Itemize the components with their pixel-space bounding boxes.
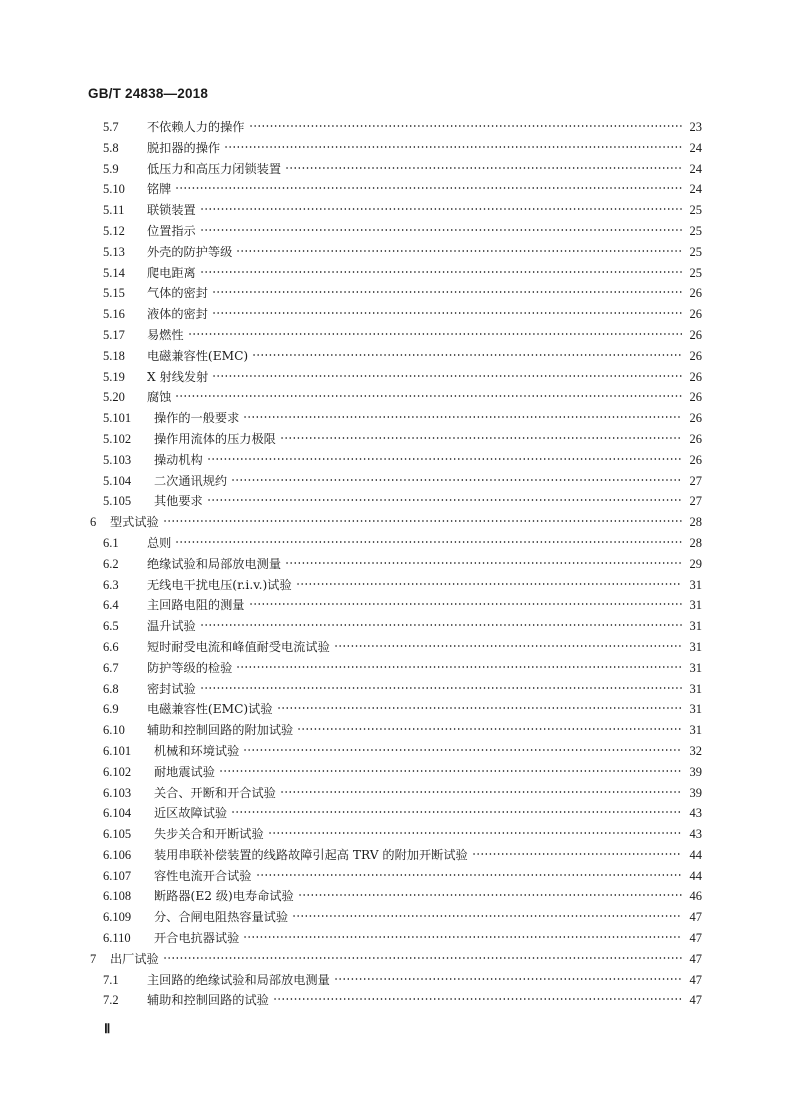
- toc-entry-number: 6.105: [103, 827, 132, 842]
- toc-entry-page: 31: [689, 639, 702, 654]
- toc-dot-leader: [280, 432, 682, 444]
- toc-entry-title: 密封试验: [147, 681, 196, 696]
- toc-entry-title: 耐地震试验: [154, 764, 215, 779]
- toc-entry-title: 无线电干扰电压(r.i.v.)试验: [147, 577, 292, 592]
- toc-entry[interactable]: [88, 742, 702, 763]
- toc-entry-number: 5.18: [103, 348, 125, 363]
- toc-entry-number: 5.104: [103, 473, 132, 488]
- toc-dot-leader: [334, 640, 682, 652]
- toc-entry-page: 31: [689, 681, 702, 696]
- toc-entry-number: 6.106: [103, 847, 132, 862]
- toc-entry[interactable]: [88, 368, 702, 389]
- toc-entry-title: X 射线发射: [147, 369, 209, 384]
- toc-entry-page: 25: [689, 265, 702, 280]
- toc-entry[interactable]: [88, 139, 702, 160]
- toc-entry[interactable]: [88, 118, 702, 139]
- toc-entry-page: 25: [689, 203, 702, 218]
- toc-entry-title: 主回路的绝缘试验和局部放电测量: [147, 972, 330, 987]
- toc-dot-leader: [207, 494, 682, 506]
- toc-dot-leader: [200, 619, 682, 631]
- toc-dot-leader: [212, 370, 682, 382]
- toc-entry-title: 短时耐受电流和峰值耐受电流试验: [147, 639, 330, 654]
- toc-entry-number: 5.11: [103, 203, 125, 218]
- toc-entry-title: 操动机构: [154, 452, 203, 467]
- toc-dot-leader: [231, 806, 682, 818]
- toc-dot-leader: [256, 869, 683, 881]
- toc-entry[interactable]: [88, 617, 702, 638]
- toc-entry-title: 爬电距离: [147, 265, 196, 280]
- toc-entry-number: 6.101: [103, 743, 132, 758]
- toc-entry[interactable]: [88, 950, 702, 971]
- toc-entry-page: 44: [689, 847, 702, 862]
- toc-dot-leader: [285, 557, 682, 569]
- toc-entry-number: 6.3: [103, 577, 119, 592]
- toc-entry-page: 24: [689, 182, 702, 197]
- toc-entry-number: 5.8: [103, 140, 119, 155]
- toc-entry-page: 47: [689, 993, 702, 1008]
- toc-entry[interactable]: [88, 555, 702, 576]
- toc-entry-title: 防护等级的检验: [147, 660, 233, 675]
- toc-entry-title: 容性电流开合试验: [154, 868, 252, 883]
- toc-entry[interactable]: [88, 929, 702, 950]
- toc-dot-leader: [285, 162, 682, 174]
- toc-dot-leader: [200, 682, 682, 694]
- toc-dot-leader: [212, 307, 682, 319]
- toc-dot-leader: [268, 827, 682, 839]
- toc-entry-page: 23: [689, 120, 702, 134]
- toc-entry-title: 腐蚀: [147, 390, 172, 405]
- toc-dot-leader: [163, 952, 682, 964]
- toc-entry-title: 脱扣器的操作: [147, 140, 221, 155]
- toc-entry-title: 气体的密封: [147, 286, 208, 301]
- toc-entry-title: 开合电抗器试验: [154, 931, 240, 946]
- toc-dot-leader: [200, 224, 682, 236]
- toc-dot-leader: [249, 120, 683, 132]
- toc-entry-title: 断路器(E2 级)电寿命试验: [154, 889, 294, 904]
- toc-entry-title: 易燃性: [147, 327, 184, 342]
- toc-entry-title: 近区故障试验: [154, 806, 228, 821]
- toc-dot-leader: [200, 203, 682, 215]
- toc-entry-page: 44: [689, 868, 702, 883]
- toc-entry[interactable]: [88, 222, 702, 243]
- toc-entry[interactable]: [88, 513, 702, 534]
- toc-entry-page: 26: [689, 452, 702, 467]
- toc-entry-title: 出厂试验: [110, 951, 159, 966]
- toc-entry[interactable]: [88, 492, 702, 513]
- toc-entry-number: 5.15: [103, 286, 125, 301]
- table-of-contents: [88, 118, 702, 1012]
- toc-entry-title: 低压力和高压力闭锁装置: [147, 161, 282, 176]
- toc-entry[interactable]: [88, 638, 702, 659]
- toc-entry-number: 6.109: [103, 910, 132, 925]
- toc-dot-leader: [175, 390, 682, 402]
- toc-entry-number: 6.9: [103, 702, 119, 717]
- toc-entry-title: 装用串联补偿装置的线路故障引起高 TRV 的附加开断试验: [154, 847, 468, 862]
- toc-dot-leader: [163, 515, 682, 527]
- toc-entry-title: 总则: [147, 535, 172, 550]
- toc-entry-title: 外壳的防护等级: [147, 244, 233, 259]
- toc-entry-number: 6.1: [103, 535, 119, 550]
- toc-entry-page: 47: [689, 910, 702, 925]
- toc-entry[interactable]: [88, 264, 702, 285]
- toc-entry-title: 绝缘试验和局部放电测量: [147, 556, 282, 571]
- toc-entry-title: 操作用流体的压力极限: [154, 431, 276, 446]
- toc-entry-number: 5.16: [103, 307, 125, 322]
- toc-entry-page: 31: [689, 577, 702, 592]
- toc-dot-leader: [207, 453, 682, 465]
- toc-dot-leader: [334, 973, 682, 985]
- toc-entry-page: 31: [689, 598, 702, 613]
- toc-entry[interactable]: [88, 908, 702, 929]
- toc-dot-leader: [236, 661, 682, 673]
- toc-dot-leader: [243, 411, 682, 423]
- toc-entry-number: 6: [90, 515, 97, 530]
- document-code-header: GB/T 24838—2018: [88, 86, 209, 101]
- toc-entry[interactable]: [88, 160, 702, 181]
- toc-entry[interactable]: [88, 659, 702, 680]
- toc-entry-number: 5.20: [103, 390, 125, 405]
- toc-dot-leader: [200, 266, 682, 278]
- toc-entry-number: 6.4: [103, 598, 119, 613]
- toc-dot-leader: [292, 910, 682, 922]
- toc-entry-title: 其他要求: [154, 494, 203, 509]
- toc-entry-title: 失步关合和开断试验: [154, 827, 264, 842]
- toc-entry[interactable]: [88, 534, 702, 555]
- toc-entry-page: 29: [689, 556, 702, 571]
- page-number: Ⅱ: [104, 1021, 111, 1036]
- toc-entry[interactable]: [88, 576, 702, 597]
- toc-entry-number: 5.101: [103, 411, 132, 426]
- toc-entry-title: 铭牌: [147, 182, 172, 197]
- toc-entry-page: 39: [689, 785, 702, 800]
- toc-entry[interactable]: [88, 388, 702, 409]
- toc-entry-page: 32: [689, 743, 702, 758]
- toc-entry-page: 26: [689, 307, 702, 322]
- toc-entry-number: 5.105: [103, 494, 132, 509]
- toc-entry-number: 5.7: [103, 120, 119, 134]
- toc-entry[interactable]: [88, 971, 702, 992]
- toc-entry-number: 6.5: [103, 619, 119, 634]
- toc-entry-title: 液体的密封: [147, 307, 208, 322]
- toc-entry[interactable]: [88, 846, 702, 867]
- toc-entry-number: 5.19: [103, 369, 125, 384]
- toc-dot-leader: [236, 245, 682, 257]
- toc-entry-title: 位置指示: [147, 223, 196, 238]
- toc-entry[interactable]: [88, 991, 702, 1012]
- toc-entry[interactable]: [88, 451, 702, 472]
- toc-dot-leader: [188, 328, 682, 340]
- toc-dot-leader: [273, 993, 682, 1005]
- toc-entry-page: 31: [689, 660, 702, 675]
- toc-dot-leader: [296, 578, 682, 590]
- toc-entry[interactable]: [88, 430, 702, 451]
- toc-entry-title: 操作的一般要求: [154, 411, 240, 426]
- toc-entry[interactable]: [88, 596, 702, 617]
- toc-dot-leader: [175, 182, 682, 194]
- toc-entry-page: 43: [689, 827, 702, 842]
- toc-entry-number: 6.104: [103, 806, 132, 821]
- toc-dot-leader: [280, 786, 682, 798]
- toc-entry-number: 6.108: [103, 889, 132, 904]
- toc-entry[interactable]: [88, 825, 702, 846]
- toc-entry-page: 28: [689, 535, 702, 550]
- toc-dot-leader: [231, 474, 682, 486]
- toc-entry-page: 26: [689, 411, 702, 426]
- toc-entry-number: 7.1: [103, 972, 119, 987]
- toc-entry-number: 5.102: [103, 431, 132, 446]
- toc-dot-leader: [277, 702, 682, 714]
- toc-entry-number: 5.103: [103, 452, 132, 467]
- toc-entry-title: 二次通讯规约: [154, 473, 228, 488]
- toc-entry-number: 6.2: [103, 556, 119, 571]
- toc-entry[interactable]: [88, 784, 702, 805]
- toc-dot-leader: [472, 848, 682, 860]
- toc-entry-number: 5.17: [103, 327, 125, 342]
- toc-dot-leader: [297, 723, 682, 735]
- toc-entry-page: 24: [689, 140, 702, 155]
- toc-entry-title: 关合、开断和开合试验: [154, 785, 276, 800]
- toc-entry-number: 6.107: [103, 868, 132, 883]
- toc-entry-number: 5.10: [103, 182, 125, 197]
- toc-entry-number: 5.9: [103, 161, 119, 176]
- toc-entry[interactable]: [88, 867, 702, 888]
- toc-entry[interactable]: [88, 763, 702, 784]
- toc-entry-page: 25: [689, 223, 702, 238]
- toc-entry-number: 6.6: [103, 639, 119, 654]
- toc-entry-title: 辅助和控制回路的试验: [147, 993, 269, 1008]
- toc-entry[interactable]: [88, 347, 702, 368]
- toc-entry-title: 电磁兼容性(EMC)试验: [147, 702, 273, 717]
- toc-entry-page: 26: [689, 431, 702, 446]
- toc-entry-page: 26: [689, 286, 702, 301]
- toc-entry-page: 24: [689, 161, 702, 176]
- toc-entry-title: 联锁装置: [147, 203, 196, 218]
- toc-entry-page: 27: [689, 494, 702, 509]
- toc-entry[interactable]: [88, 700, 702, 721]
- toc-entry-page: 31: [689, 619, 702, 634]
- toc-dot-leader: [249, 598, 683, 610]
- toc-entry-title: 主回路电阻的测量: [147, 598, 245, 613]
- toc-entry-page: 47: [689, 931, 702, 946]
- toc-entry[interactable]: [88, 201, 702, 222]
- toc-entry[interactable]: [88, 472, 702, 493]
- toc-dot-leader: [252, 349, 682, 361]
- toc-dot-leader: [243, 744, 682, 756]
- toc-entry[interactable]: [88, 409, 702, 430]
- toc-entry-page: 25: [689, 244, 702, 259]
- toc-entry-page: 26: [689, 390, 702, 405]
- toc-entry-number: 6.103: [103, 785, 132, 800]
- toc-entry-number: 6.10: [103, 723, 125, 738]
- toc-entry[interactable]: [88, 180, 702, 201]
- toc-entry[interactable]: [88, 887, 702, 908]
- toc-entry-page: 39: [689, 764, 702, 779]
- toc-entry[interactable]: [88, 305, 702, 326]
- toc-entry-title: 辅助和控制回路的附加试验: [147, 723, 294, 738]
- toc-entry-title: 型式试验: [110, 515, 159, 530]
- toc-entry-page: 28: [689, 515, 702, 530]
- toc-entry-number: 7: [90, 951, 97, 966]
- toc-entry[interactable]: [88, 804, 702, 825]
- toc-entry[interactable]: [88, 284, 702, 305]
- toc-entry-title: 电磁兼容性(EMC): [147, 348, 249, 363]
- toc-entry-page: 31: [689, 702, 702, 717]
- toc-entry-number: 5.13: [103, 244, 125, 259]
- toc-entry-page: 27: [689, 473, 702, 488]
- toc-entry-page: 43: [689, 806, 702, 821]
- toc-entry-page: 31: [689, 723, 702, 738]
- toc-entry-number: 6.8: [103, 681, 119, 696]
- toc-entry-title: 不依赖人力的操作: [147, 120, 245, 134]
- toc-entry-page: 26: [689, 348, 702, 363]
- toc-dot-leader: [219, 765, 682, 777]
- toc-entry-page: 26: [689, 369, 702, 384]
- toc-dot-leader: [224, 141, 682, 153]
- toc-entry-number: 7.2: [103, 993, 119, 1008]
- toc-dot-leader: [243, 931, 682, 943]
- toc-entry-page: 26: [689, 327, 702, 342]
- toc-entry-page: 46: [689, 889, 702, 904]
- toc-entry-number: 6.102: [103, 764, 132, 779]
- toc-entry[interactable]: [88, 721, 702, 742]
- toc-entry-number: 6.7: [103, 660, 119, 675]
- toc-dot-leader: [212, 286, 682, 298]
- toc-entry[interactable]: [88, 326, 702, 347]
- toc-dot-leader: [298, 889, 682, 901]
- toc-entry-title: 温升试验: [147, 619, 196, 634]
- toc-entry-number: 5.14: [103, 265, 125, 280]
- toc-dot-leader: [175, 536, 682, 548]
- toc-entry[interactable]: [88, 243, 702, 264]
- toc-entry-page: 47: [689, 972, 702, 987]
- toc-entry-number: 5.12: [103, 223, 125, 238]
- toc-entry[interactable]: [88, 680, 702, 701]
- toc-entry-number: 6.110: [103, 931, 131, 946]
- toc-entry-title: 机械和环境试验: [154, 743, 240, 758]
- toc-entry-title: 分、合闸电阻热容量试验: [154, 910, 289, 925]
- toc-entry-page: 47: [689, 951, 702, 966]
